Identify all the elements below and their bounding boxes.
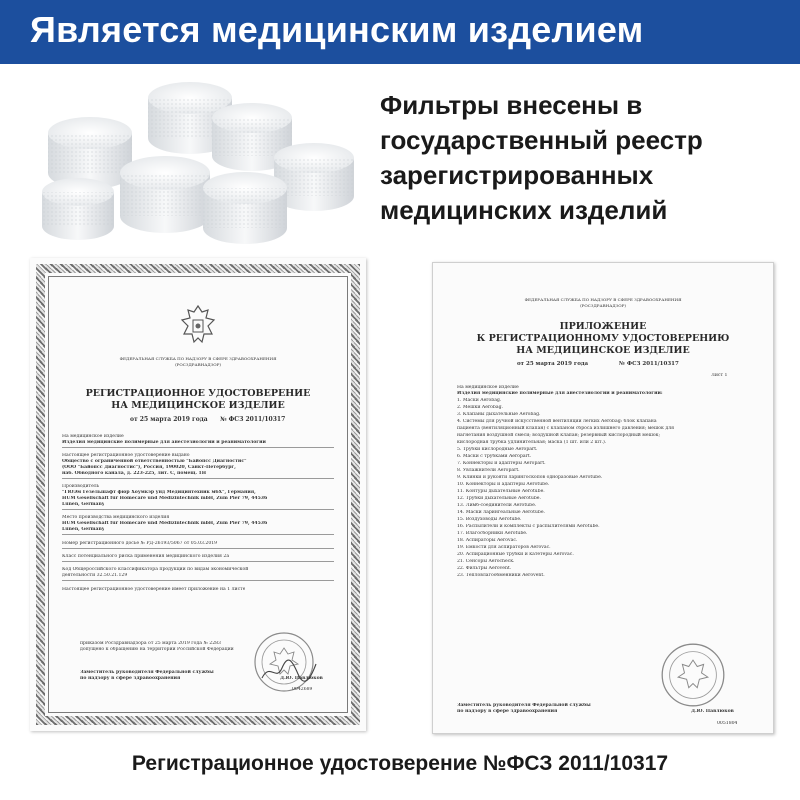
cert-line: HUM Gesellschaft für Homecare und Medizintechnik mbH, Zum Pier 79, 44536 — [62, 521, 268, 526]
list-item: 20. Аспирационные трубки и катетеры Aerovac. — [457, 552, 574, 557]
headline-line: зарегистрированных — [380, 160, 654, 190]
cert-line: "ГЮЭм Гезельшафт фюр Хоумкэр унд Медицинтехник мбХ", Германия, — [62, 490, 256, 495]
list-item: 16. Распылители и комплекты с распылителями Aerotube. — [457, 524, 600, 529]
cert-line: Код Общероссийского классификатора продукции по видам экономической — [62, 567, 249, 572]
certificate-caption: Регистрационное удостоверение №ФСЗ 2011/10317 — [131, 752, 669, 775]
registration-certificate — [30, 258, 366, 731]
cert-line: Lünen, Germany — [62, 527, 105, 532]
cert-line: Производитель — [62, 484, 100, 489]
appendix-title: НА МЕДИЦИНСКОЕ ИЗДЕЛИЕ — [516, 345, 690, 356]
headline-line: государственный реестр — [380, 125, 703, 155]
agency-short: (РОСЗДРАВНАДЗОР) — [580, 303, 626, 308]
signer-title: по надзору в сфере здравоохранения — [457, 709, 558, 714]
filter-pad — [42, 178, 114, 240]
title-banner — [0, 0, 800, 64]
order-line: приказом Росздравнадзора от 25 марта 2019 года № 2283 — [80, 641, 221, 646]
list-item: 17. Влагосборники Aerotube. — [457, 531, 528, 536]
headline-line: медицинских изделий — [380, 195, 668, 225]
banner-title: Является медицинским изделием — [30, 9, 644, 50]
cert-line: Изделия медицинские полимерные для анестезиологии и реаниматологии — [62, 440, 266, 445]
list-item: пациента (вентиляционный клапан) с клапаном сброса излишнего давления; мешок для — [457, 426, 675, 431]
cert-line: Номер регистрационного досье № РД-26193/5067 от 05.03.2019 — [62, 541, 218, 546]
headline-line: Фильтры внесены в — [380, 90, 643, 120]
agency-short: (РОСЗДРАВНАДЗОР) — [175, 362, 221, 367]
list-item: 15. Воздуховоды Aerotube. — [457, 517, 522, 522]
cert-line: Настоящее регистрационное удостоверение выдано — [62, 453, 190, 458]
sheet-number: Лист 1 — [711, 373, 728, 378]
list-item: 7. Коннекторы и адаптеры Aeropart. — [457, 461, 546, 466]
certificate-number: № ФСЗ 2011/10317 — [220, 416, 286, 423]
list-item: 21. Сенсоры Aerocheck. — [457, 559, 515, 564]
certificate-date: от 25 марта 2019 года — [130, 416, 208, 423]
coat-of-arms-emblem — [178, 302, 218, 348]
certificate-title: РЕГИСТРАЦИОННОЕ УДОСТОВЕРЕНИЕ — [85, 388, 311, 399]
registry-headline — [380, 88, 790, 228]
filter-pad — [203, 172, 287, 244]
list-item: 12. Трубки дыхательные Aerotube. — [457, 496, 541, 501]
certificate-subtitle: НА МЕДИЦИНСКОЕ ИЗДЕЛИЕ — [111, 400, 285, 411]
filter-pads-image — [30, 78, 360, 248]
agency-name: ФЕДЕРАЛЬНАЯ СЛУЖБА ПО НАДЗОРУ В СФЕРЕ ЗДРАВООХРАНЕНИЯ — [119, 356, 277, 361]
list-item: 2. Мешки Aerobag. — [457, 405, 504, 410]
appendix-title: К РЕГИСТРАЦИОННОМУ УДОСТОВЕРЕНИЮ — [476, 333, 730, 344]
list-item: 3. Клапаны дыхательные Aerobag. — [457, 412, 541, 417]
list-item: 9. Клинки и рукояти ларингоскопов одноразовые Aerotube. — [457, 475, 603, 480]
list-item: нагнетания воздушной смеси; воздушной клапан; резервный кислородный мешок; — [457, 433, 661, 438]
signer-title: по надзору в сфере здравоохранения — [80, 676, 181, 681]
list-item: 13. Лимб-соединители Aerotube. — [457, 503, 537, 508]
list-item: 18. Аспираторы Aerovac. — [457, 538, 518, 543]
official-seal — [659, 641, 727, 709]
list-item: 8. Увлажнители Aeropart. — [457, 468, 520, 473]
list-item: 6. Маски с трубками Aeropart. — [457, 454, 532, 459]
list-item: 14. Маски ларингеальные Aerotube. — [457, 510, 545, 515]
cert-line: Настоящее регистрационное удостоверение имеет приложение на 1 листе — [62, 587, 246, 592]
list-item: 19. Емкости для аспираторов Aerovac. — [457, 545, 551, 550]
signer-name: Д.Ю. Павлюков — [691, 709, 734, 714]
serial-number: 0051804 — [717, 721, 738, 726]
list-item: кислородная трубка удлинительная; маска (1 шт. или 2 шт.). — [457, 440, 607, 445]
appendix-title: ПРИЛОЖЕНИЕ — [559, 321, 647, 332]
serial-number: 0042689 — [292, 687, 313, 692]
appendix-number: № ФСЗ 2011/10317 — [619, 361, 679, 367]
cert-line: наб. Обводного канала, д. 223-225, лит. С, помещ. 1Н — [62, 471, 207, 476]
cert-line: Lünen, Germany — [62, 502, 105, 507]
appendix-intro: На медицинское изделие — [457, 385, 519, 390]
list-item: 23. Тепловлагообменники Aerovent. — [457, 573, 545, 578]
order-line: допущено к обращению на территории Российской Федерации — [80, 647, 234, 652]
signer-title: Заместитель руководителя Федеральной службы — [80, 670, 214, 675]
cert-line: Общество с ограниченной ответственностью "Байопсс Диагностис" — [62, 459, 247, 464]
list-item: 1. Маски Aerobag. — [457, 398, 502, 403]
list-item: 22. Фильтры Aerovent. — [457, 566, 512, 571]
filter-pad — [48, 117, 132, 189]
list-item: 5. Трубки кислородные Aeropart. — [457, 447, 538, 452]
appendix-product: Изделия медицинские полимерные для анестезиологии и реаниматологии: — [457, 391, 663, 396]
list-item: 11. Контуры дыхательные Aerotube. — [457, 489, 545, 494]
signer-name: Д.Ю. Павлюков — [280, 676, 323, 681]
certificate-appendix — [432, 262, 774, 734]
cert-line: Класс потенциального риска применения медицинского изделия 2а — [62, 554, 230, 559]
signer-title: Заместитель руководителя Федеральной службы — [457, 703, 591, 708]
cert-line: Место производства медицинского изделия — [62, 515, 170, 520]
filter-pad — [120, 156, 210, 233]
cert-line: деятельности 32.50.21.129 — [62, 573, 128, 578]
cert-line: (ООО "Байопсс Диагностис"), Россия, 190020, Санкт-Петербург, — [62, 465, 236, 470]
appendix-date: от 25 марта 2019 года — [517, 361, 589, 367]
list-item: 4. Системы для ручной искусственной вентиляции легких Aerobag: блок клапана — [457, 419, 657, 424]
list-item: 10. Коннекторы и адаптеры Aerotube. — [457, 482, 550, 487]
agency-name: ФЕДЕРАЛЬНАЯ СЛУЖБА ПО НАДЗОРУ В СФЕРЕ ЗДРАВООХРАНЕНИЯ — [524, 297, 682, 302]
cert-line: На медицинское изделие — [62, 434, 124, 439]
cert-line: HUM Gesellschaft für Homecare und Medizintechnik mbH, Zum Pier 79, 44536 — [62, 496, 268, 501]
